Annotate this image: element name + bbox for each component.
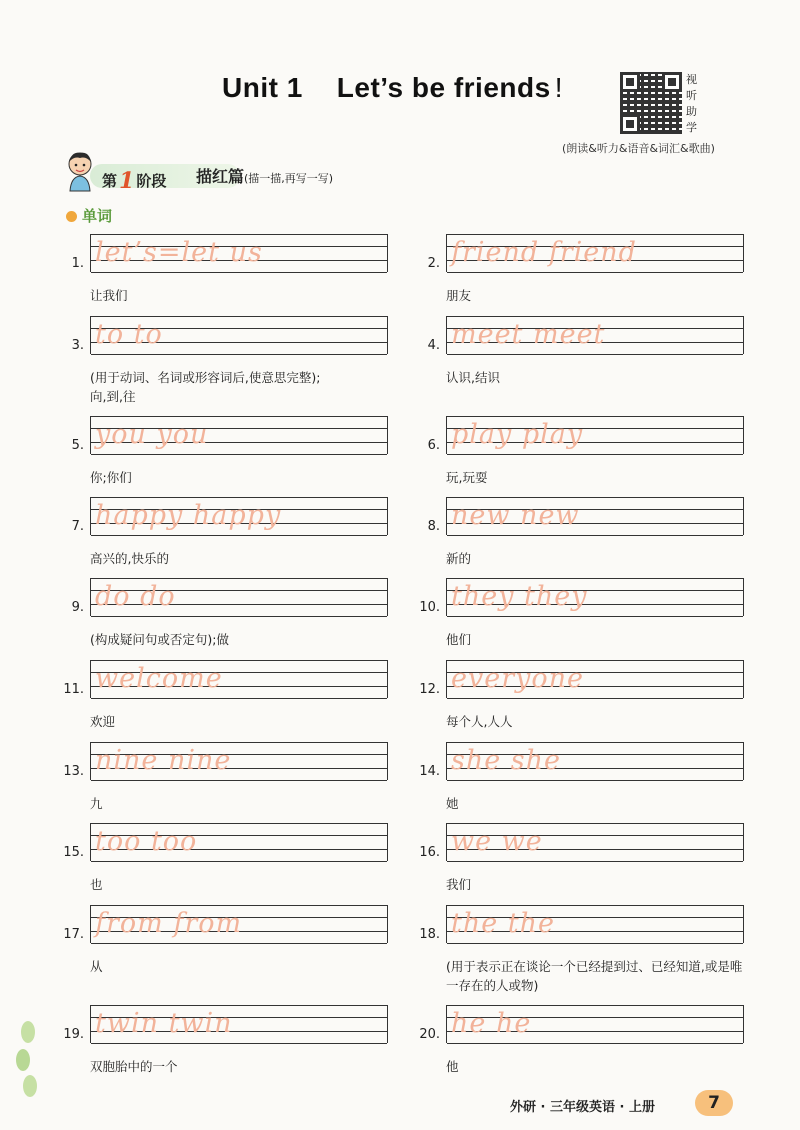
- word-meaning: 九: [90, 796, 103, 811]
- ruled-line: [447, 497, 743, 498]
- writing-lines[interactable]: [90, 416, 388, 454]
- leaf-decoration-icon: [14, 1020, 44, 1100]
- word-meaning: 双胞胎中的一个: [90, 1059, 178, 1074]
- item-number: 19.: [63, 1027, 84, 1042]
- word-meaning: 认识,结识: [446, 370, 500, 385]
- item-number: 3.: [71, 338, 84, 353]
- trace-word: they they: [451, 581, 588, 612]
- unit-label: Unit 1: [222, 72, 303, 103]
- trace-word: nine nine: [95, 745, 232, 776]
- word-meaning: 朋友: [446, 288, 472, 303]
- item-number: 17.: [63, 927, 84, 942]
- word-meaning: 我们: [446, 877, 472, 892]
- trace-word: too too: [95, 826, 198, 857]
- ruled-line: [91, 578, 387, 579]
- ruled-line: [91, 698, 387, 699]
- unit-title-exclaim: !: [554, 72, 563, 103]
- ruled-line: [447, 943, 743, 944]
- ruled-line: [447, 861, 743, 862]
- writing-lines[interactable]: [90, 742, 388, 780]
- ruled-line: [91, 905, 387, 906]
- word-meaning: (用于表示正在谈论一个已经提到过、已经知道,或是唯一存在的人或物): [446, 959, 743, 993]
- item-number: 11.: [63, 682, 84, 697]
- ruled-line: [91, 416, 387, 417]
- trace-word: let’s=let us: [95, 237, 263, 268]
- writing-lines[interactable]: [90, 316, 388, 354]
- ruled-line: [447, 1043, 743, 1044]
- writing-lines[interactable]: [446, 742, 744, 780]
- word-meaning: 也: [90, 877, 103, 892]
- ruled-line: [447, 905, 743, 906]
- ruled-line: [447, 234, 743, 235]
- writing-lines[interactable]: [90, 660, 388, 698]
- ruled-line: [447, 616, 743, 617]
- ruled-line: [91, 616, 387, 617]
- word-meaning: 每个人,人人: [446, 714, 513, 729]
- stage-title: 描红篇(描一描,再写一写): [196, 167, 334, 186]
- unit-title: Let’s be friends: [336, 72, 551, 103]
- ruled-line: [91, 943, 387, 944]
- word-meaning: (用于动词、名词或形容词后,使意思完整); 向,到,往: [90, 370, 321, 404]
- writing-lines[interactable]: [446, 234, 744, 272]
- item-number: 8.: [427, 519, 440, 534]
- item-number: 9.: [71, 600, 84, 615]
- word-meaning: 她: [446, 796, 459, 811]
- item-number: 6.: [427, 438, 440, 453]
- writing-lines[interactable]: [90, 905, 388, 943]
- ruled-line: [447, 780, 743, 781]
- ruled-line: [447, 578, 743, 579]
- ruled-line: [447, 454, 743, 455]
- ruled-line: [91, 780, 387, 781]
- ruled-line: [91, 861, 387, 862]
- writing-lines[interactable]: [446, 578, 744, 616]
- ruled-line: [91, 535, 387, 536]
- item-number: 10.: [419, 600, 440, 615]
- item-number: 18.: [419, 927, 440, 942]
- writing-lines[interactable]: [90, 823, 388, 861]
- ruled-line: [91, 354, 387, 355]
- bullet-dot-icon: [66, 211, 77, 222]
- trace-word: we we: [451, 826, 543, 857]
- ruled-line: [447, 272, 743, 273]
- word-meaning: 高兴的,快乐的: [90, 551, 169, 566]
- ruled-line: [447, 660, 743, 661]
- word-meaning: 欢迎: [90, 714, 116, 729]
- word-meaning: 从: [90, 959, 103, 974]
- footer-book-info: 外研 · 三年级英语 · 上册: [510, 1100, 655, 1115]
- ruled-line: [447, 316, 743, 317]
- writing-lines[interactable]: [446, 416, 744, 454]
- writing-lines[interactable]: [446, 316, 744, 354]
- page-number: 7: [695, 1090, 733, 1116]
- ruled-line: [447, 742, 743, 743]
- item-number: 12.: [419, 682, 440, 697]
- qr-label: 视 听 助 学: [686, 73, 697, 134]
- ruled-line: [91, 316, 387, 317]
- qr-code-icon[interactable]: [620, 72, 682, 134]
- trace-word: twin twin: [95, 1008, 233, 1039]
- ruled-line: [91, 497, 387, 498]
- item-number: 16.: [419, 845, 440, 860]
- stage-label: 第1 阶段: [102, 168, 167, 194]
- word-meaning: 他: [446, 1059, 459, 1074]
- section-heading-words: 单词: [66, 205, 112, 226]
- trace-word: meet meet: [451, 319, 606, 350]
- trace-word: everyone: [451, 663, 584, 694]
- ruled-line: [91, 1043, 387, 1044]
- word-meaning: (构成疑问句或否定句);做: [90, 632, 229, 647]
- trace-word: do do: [95, 581, 176, 612]
- ruled-line: [91, 660, 387, 661]
- writing-lines[interactable]: [90, 497, 388, 535]
- item-number: 1.: [71, 256, 84, 271]
- qr-caption: (朗读&听力&语音&词汇&歌曲): [562, 142, 715, 155]
- trace-word: new new: [451, 500, 580, 531]
- trace-word: welcome: [95, 663, 223, 694]
- writing-lines[interactable]: [446, 823, 744, 861]
- trace-word: she she: [451, 745, 562, 776]
- writing-lines[interactable]: [446, 905, 744, 943]
- item-number: 2.: [427, 256, 440, 271]
- writing-lines[interactable]: [446, 660, 744, 698]
- trace-word: happy happy: [95, 500, 282, 531]
- ruled-line: [447, 1005, 743, 1006]
- ruled-line: [447, 416, 743, 417]
- writing-lines[interactable]: [446, 1005, 744, 1043]
- writing-lines[interactable]: [90, 234, 388, 272]
- word-meaning: 新的: [446, 551, 472, 566]
- ruled-line: [447, 354, 743, 355]
- word-meaning: 他们: [446, 632, 472, 647]
- ruled-line: [447, 698, 743, 699]
- word-meaning: 让我们: [90, 288, 128, 303]
- item-number: 4.: [427, 338, 440, 353]
- ruled-line: [447, 823, 743, 824]
- trace-word: play play: [451, 419, 584, 450]
- ruled-line: [447, 535, 743, 536]
- writing-lines[interactable]: [90, 1005, 388, 1043]
- trace-word: friend friend: [451, 237, 637, 268]
- word-meaning: 玩,玩耍: [446, 470, 488, 485]
- page-title: [222, 72, 563, 104]
- item-number: 13.: [63, 764, 84, 779]
- ruled-line: [91, 272, 387, 273]
- word-meaning: 你;你们: [90, 470, 132, 485]
- trace-word: you you: [95, 419, 209, 450]
- ruled-line: [91, 823, 387, 824]
- item-number: 20.: [419, 1027, 440, 1042]
- trace-word: he he: [451, 1008, 532, 1039]
- trace-word: the the: [451, 908, 556, 939]
- item-number: 5.: [71, 438, 84, 453]
- trace-word: to to: [95, 319, 163, 350]
- ruled-line: [91, 1005, 387, 1006]
- ruled-line: [91, 454, 387, 455]
- writing-lines[interactable]: [446, 497, 744, 535]
- item-number: 14.: [419, 764, 440, 779]
- writing-lines[interactable]: [90, 578, 388, 616]
- ruled-line: [91, 234, 387, 235]
- item-number: 7.: [71, 519, 84, 534]
- item-number: 15.: [63, 845, 84, 860]
- ruled-line: [91, 742, 387, 743]
- trace-word: from from: [95, 908, 243, 939]
